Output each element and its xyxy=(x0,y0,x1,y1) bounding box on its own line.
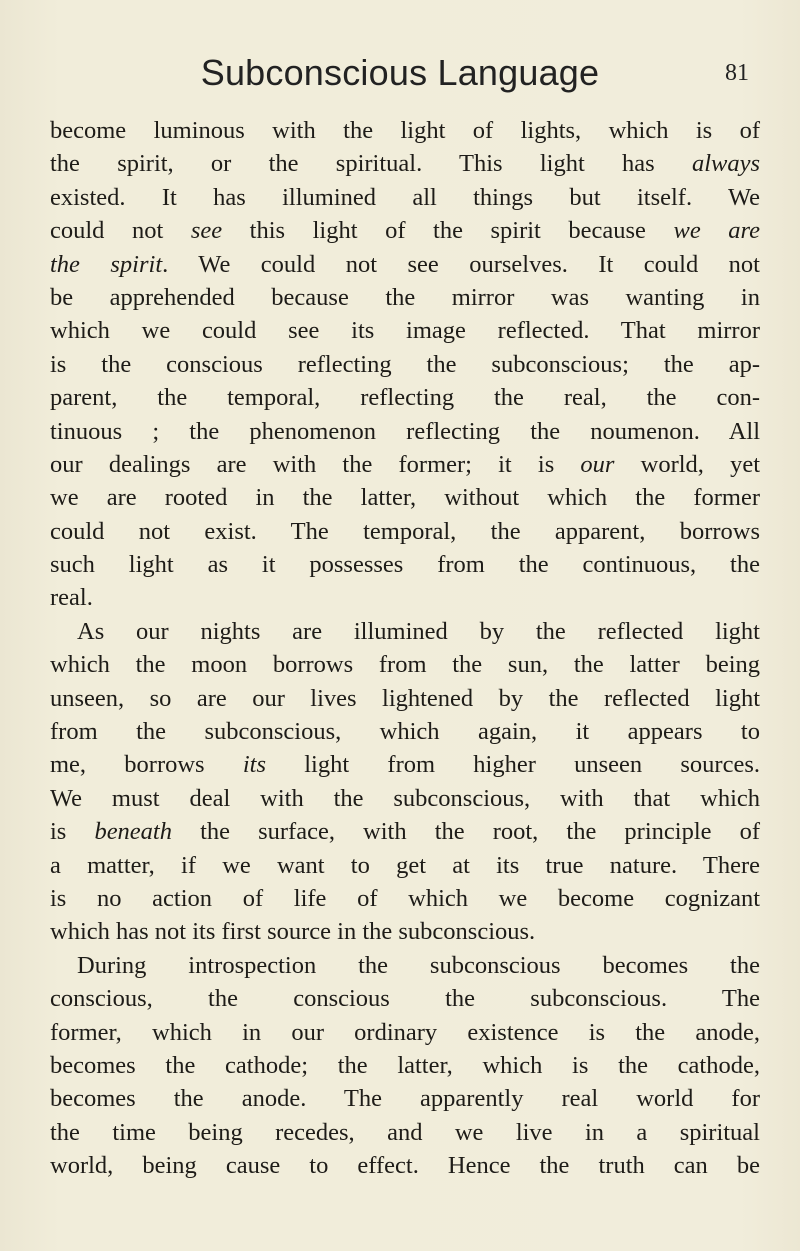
text-line: existed. It has illumined all things but itself. We xyxy=(50,183,760,211)
text-line: the spirit, or the spiritual. This light has always xyxy=(50,150,760,178)
text-line: such light as it possesses from the continuous, the xyxy=(50,551,760,579)
text-line: which we could see its image reflected. That mirror xyxy=(50,317,760,345)
text-line: me, borrows its light from higher unseen sources. xyxy=(50,751,760,779)
text-line: be apprehended because the mirror was wanting in xyxy=(50,283,760,311)
text-line: could not see this light of the spirit because we are xyxy=(50,217,760,245)
text-line: from the subconscious, which again, it appears to xyxy=(50,718,760,746)
chapter-title: Subconscious Language xyxy=(200,52,600,93)
text-line: becomes the cathode; the latter, which is the cathode, xyxy=(50,1051,760,1079)
italic-emphasis: beneath xyxy=(94,818,172,846)
text-line: As our nights are illumined by the reflected light xyxy=(77,617,760,645)
text-line: world, being cause to effect. Hence the truth can be xyxy=(50,1152,760,1180)
italic-emphasis: always xyxy=(691,150,760,178)
text-line: we are rooted in the latter, without which the former xyxy=(50,484,760,512)
text-line: parent, the temporal, reflecting the real, the con- xyxy=(50,384,760,412)
text-line: is the conscious reflecting the subconscious; the ap- xyxy=(50,350,760,378)
text-line: could not exist. The temporal, the apparent, borrows xyxy=(50,517,760,545)
text-line: During introspection the subconscious becomes the xyxy=(77,951,760,979)
text-line: a matter, if we want to get at its true nature. There xyxy=(50,851,760,879)
text-line: tinuous ; the phenomenon reflecting the noumenon. All xyxy=(50,417,760,445)
text-line: our dealings are with the former; it is our world, yet xyxy=(50,450,761,478)
italic-emphasis: the spirit xyxy=(50,250,163,278)
text-line: the spirit. We could not see ourselves. It could not xyxy=(50,250,760,278)
text-line: becomes the anode. The apparently real world for xyxy=(50,1085,760,1113)
italic-emphasis: its xyxy=(242,751,266,779)
italic-emphasis: see xyxy=(190,217,223,245)
italic-emphasis: our xyxy=(580,450,615,478)
body-text xyxy=(50,114,760,1183)
text-line: We must deal with the subconscious, with that which xyxy=(50,784,760,812)
text-line: unseen, so are our lives lightened by the reflected light xyxy=(50,684,760,712)
text-line: former, which in our ordinary existence is the anode, xyxy=(50,1018,760,1046)
page-number: 81 xyxy=(725,60,749,86)
text-line: become luminous with the light of lights, which is of xyxy=(50,117,760,144)
text-line: which has not its first source in the subconscious. xyxy=(50,918,536,946)
running-head xyxy=(0,52,800,102)
text-line: real. xyxy=(50,584,93,612)
text-line: conscious, the conscious the subconscious. The xyxy=(50,985,760,1013)
text-line: is beneath the surface, with the root, the principle of xyxy=(50,818,760,846)
text-line: which the moon borrows from the sun, the latter being xyxy=(50,651,760,679)
text-line: is no action of life of which we become cognizant xyxy=(50,884,760,912)
italic-emphasis: we are xyxy=(673,217,760,245)
text-line: the time being recedes, and we live in a spiritual xyxy=(50,1118,760,1146)
